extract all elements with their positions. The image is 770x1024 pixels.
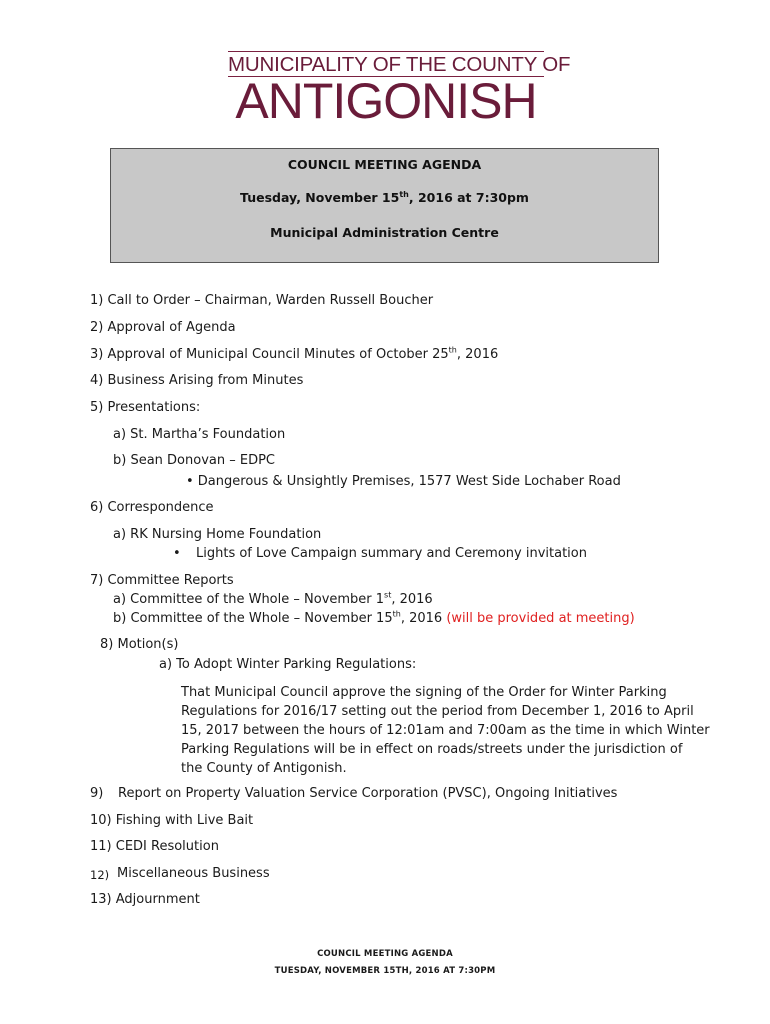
agenda-title: COUNCIL MEETING AGENDA	[287, 157, 482, 172]
logo-line1: MUNICIPALITY OF THE COUNTY OF	[228, 53, 571, 76]
logo-top-rule	[228, 51, 544, 52]
meeting-date-tail: , 2016 at 7:30pm	[408, 190, 529, 205]
meeting-location: Municipal Administration Centre	[270, 225, 499, 240]
agenda-item-9-number: 9)	[90, 786, 104, 801]
agenda-item-6: 6) Correspondence	[90, 500, 214, 515]
agenda-item-12: Miscellaneous Business	[117, 866, 270, 881]
agenda-item-6a: a) RK Nursing Home Foundation	[113, 527, 322, 542]
agenda-item-2: 2) Approval of Agenda	[90, 320, 236, 335]
agenda-item-5b: b) Sean Donovan – EDPC	[113, 453, 276, 468]
agenda-item-11: 11) CEDI Resolution	[90, 839, 219, 854]
agenda-item-5b-bullet: • Dangerous & Unsightly Premises, 1577 West Side Lochaber Road	[186, 474, 621, 489]
footer-date: TUESDAY, NOVEMBER 15TH, 2016 AT 7:30PM	[274, 966, 496, 976]
agenda-item-13: 13) Adjournment	[90, 892, 200, 907]
logo-line2: ANTIGONISH	[235, 73, 537, 129]
agenda-item-6a-bullet-mark: •	[173, 546, 181, 561]
motion-line: the County of Antigonish.	[181, 761, 347, 776]
agenda-item-7a-text: a) Committee of the Whole – November 1	[113, 592, 385, 607]
agenda-item-7b-note: (will be provided at meeting)	[446, 611, 635, 626]
agenda-item-7b	[113, 611, 635, 627]
agenda-item-7a-suffix: st	[384, 590, 392, 600]
agenda-item-12-number: 12)	[90, 868, 110, 882]
agenda-item-6a-bullet: Lights of Love Campaign summary and Ceremony invitation	[196, 546, 587, 561]
motion-line: Parking Regulations will be in effect on roads/streets under the jurisdiction of	[181, 742, 683, 757]
agenda-item-1: 1) Call to Order – Chairman, Warden Russell Boucher	[90, 293, 434, 308]
agenda-item-5a: a) St. Martha’s Foundation	[113, 427, 286, 442]
agenda-item-5: 5) Presentations:	[90, 400, 201, 415]
motion-line: That Municipal Council approve the signing of the Order for Winter Parking	[181, 685, 667, 700]
agenda-item-3-tail: , 2016	[456, 347, 499, 362]
motion-text	[181, 683, 710, 778]
meeting-date-suffix: th	[399, 189, 409, 199]
motion-line: 15, 2017 between the hours of 12:01am and 7:00am as the time in which Winter	[181, 723, 710, 738]
agenda-item-10: 10) Fishing with Live Bait	[90, 813, 254, 828]
agenda-item-3	[90, 347, 498, 363]
agenda-item-4: 4) Business Arising from Minutes	[90, 373, 304, 388]
meeting-date-text: Tuesday, November 15	[240, 190, 400, 205]
agenda-item-8: 8) Motion(s)	[100, 637, 179, 652]
agenda-item-7b-tail: , 2016	[400, 611, 447, 626]
agenda-item-7a	[113, 592, 433, 608]
footer-title: COUNCIL MEETING AGENDA	[317, 949, 453, 959]
agenda-item-3-text: 3) Approval of Municipal Council Minutes of October 25	[90, 347, 449, 362]
agenda-item-3-suffix: th	[448, 345, 457, 355]
agenda-item-7b-text: b) Committee of the Whole – November 15	[113, 611, 393, 626]
agenda-item-7a-tail: , 2016	[391, 592, 433, 607]
meeting-date	[111, 190, 658, 205]
agenda-item-7b-suffix: th	[392, 609, 401, 619]
agenda-header-box	[110, 148, 659, 263]
agenda-item-7: 7) Committee Reports	[90, 573, 234, 588]
agenda-item-9: Report on Property Valuation Service Corporation (PVSC), Ongoing Initiatives	[118, 786, 618, 801]
agenda-item-8a: a) To Adopt Winter Parking Regulations:	[159, 657, 417, 672]
motion-line: Regulations for 2016/17 setting out the period from December 1, 2016 to April	[181, 704, 694, 719]
